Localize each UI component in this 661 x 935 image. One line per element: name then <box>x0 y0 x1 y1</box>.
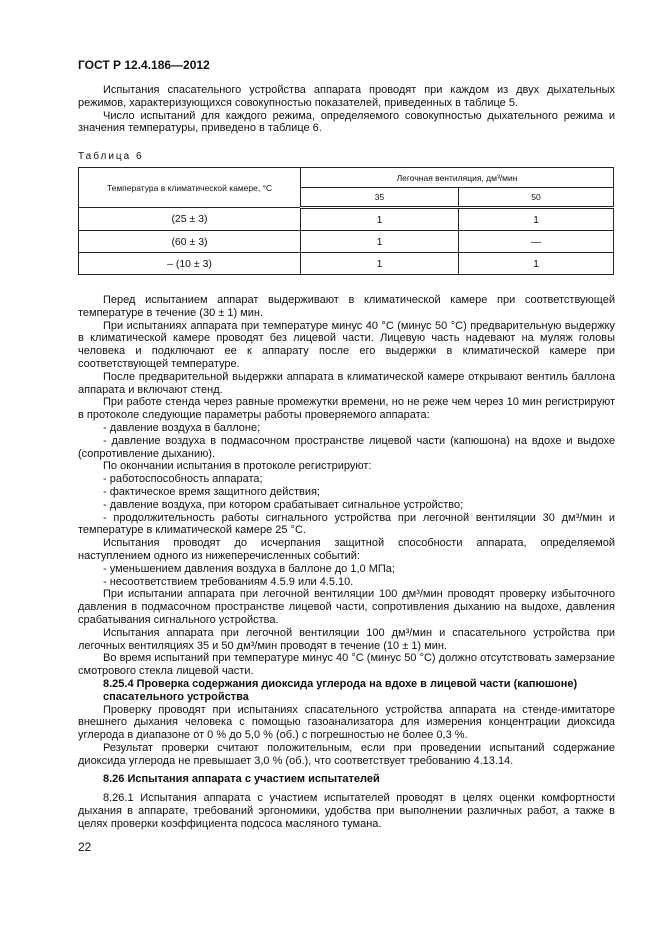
cell: 1 <box>301 231 459 253</box>
paragraph: Испытания проводят до исчерпания защитной способности аппарата, определяемой наступлением одного из нижеперечисленных событий: <box>78 537 615 562</box>
cell: 1 <box>301 208 459 231</box>
cell: — <box>459 231 614 253</box>
paragraph: Перед испытанием аппарат выдерживают в климатической камере при соответствующей температуре в течение (30 ± 1) мин. <box>78 294 615 319</box>
paragraph: При испытаниях аппарата при температуре минус 40 °C (минус 50 °C) предварительную выдержку в климатической камере проводят без лицевой части. Лицевую часть надевают на муляж головы человека и подключают ее к аппарату после его выдержки в климатической камере при соответствующей температуре. <box>78 319 615 370</box>
document-header: ГОСТ Р 12.4.186—2012 <box>78 58 210 72</box>
paragraph: Число испытаний для каждого режима, определяемого совокупностью дыхательного режима и значения температуры, приведено в таблице 6. <box>78 109 615 135</box>
paragraph: Во время испытаний при температуре минус 40 °C (минус 50 °C) должно отсутствовать замерзание смотрового стекла лицевой части. <box>78 652 615 678</box>
cell: 1 <box>459 253 614 275</box>
paragraph: Проверку проводят при испытаниях спасательного устройства аппарата на стенде-имитаторе внешнего дыхания человека с помощью газоанализатора для измерения концентрации диоксида углерода в диапазоне от 0 % до 5,0 % (об.) с погрешностью не более 0,3 %. <box>78 703 615 742</box>
table-row <box>79 208 614 231</box>
list-item: - давление воздуха в баллоне; <box>103 421 261 434</box>
list-item: - фактическое время защитного действия; <box>103 485 320 498</box>
list-item: - продолжительность работы сигнального устройства при легочной вентиляции 30 дм³/мин и температуре в климатической камере 25 °C. <box>78 511 615 537</box>
paragraph: Результат проверки считают положительным, если при проведении испытаний содержание диоксида углерода не превышает 3,0 % (об.), что соответствует требованию 4.13.14. <box>78 741 615 767</box>
intro-text <box>78 84 615 135</box>
col-header-temperature: Температура в климатической камере, °C <box>79 168 301 208</box>
section-heading-8-25-4: 8.25.4 Проверка содержания диоксида углерода на вдохе в лицевой части (капюшоне) спасательного устройства <box>103 677 578 703</box>
sub-header: 50 <box>459 188 614 208</box>
col-group-header: Легочная вентиляция, дм³/мин <box>301 168 614 188</box>
paragraph: По окончании испытания в протоколе регистрируют: <box>103 460 372 473</box>
list-item: - несоответствием требованиям 4.5.9 или 4.5.10. <box>103 575 354 588</box>
body-text <box>78 294 615 831</box>
list-item: - работоспособность аппарата; <box>103 473 263 486</box>
list-item: - уменьшением давления воздуха в баллоне до 1,0 МПа; <box>103 562 395 575</box>
list-item: - давление воздуха, при котором срабатывает сигнальное устройство; <box>103 498 464 511</box>
table-row <box>79 253 614 275</box>
section-heading-8-26: 8.26 Испытания аппарата с участием испытателей <box>103 773 380 786</box>
list-item: - давление воздуха в подмасочном пространстве лицевой части (капюшона) на вдохе и выдохе (сопротивление дыханию). <box>78 434 615 460</box>
cell: 1 <box>459 208 614 231</box>
page-number: 22 <box>78 840 92 854</box>
paragraph: Испытания аппарата при легочной вентиляции 100 дм³/мин и спасательного устройства при легочных вентиляциях 35 и 50 дм³/мин проводят в течение (10 ± 1) мин. <box>78 626 615 652</box>
cell: 1 <box>301 253 459 275</box>
cell: (60 ± 3) <box>79 231 301 253</box>
table-6 <box>78 167 614 275</box>
paragraph: 8.26.1 Испытания аппарата с участием испытателей проводят в целях оценки комфортности дыхания в аппарате, требований эргономики, удобства при выполнении различных работ, а также в целях проверки коэффициента подсоса масляного тумана. <box>78 792 615 830</box>
paragraph: Испытания спасательного устройства аппарата проводят при каждом из двух дыхательных режимов, характеризующихся совокупностью показателей, приведенных в таблице 5. <box>78 84 615 109</box>
paragraph: При испытании аппарата при легочной вентиляции 100 дм³/мин проводят проверку избыточного давления в подмасочном пространстве лицевой части, сопротивления дыханию на выдохе, давления срабатывания сигнального устройства. <box>78 588 615 626</box>
paragraph: При работе стенда через равные промежутки времени, но не реже чем через 10 мин регистрируют в протоколе следующие параметры работы проверяемого аппарата: <box>78 396 615 422</box>
cell: (25 ± 3) <box>79 208 301 231</box>
cell: – (10 ± 3) <box>79 253 301 275</box>
sub-header: 35 <box>301 188 459 208</box>
table-caption: Таблица 6 <box>78 151 144 162</box>
table-row <box>79 231 614 253</box>
paragraph: После предварительной выдержки аппарата в климатической камере открывают вентиль баллона аппарата и включают стенд. <box>78 370 615 396</box>
